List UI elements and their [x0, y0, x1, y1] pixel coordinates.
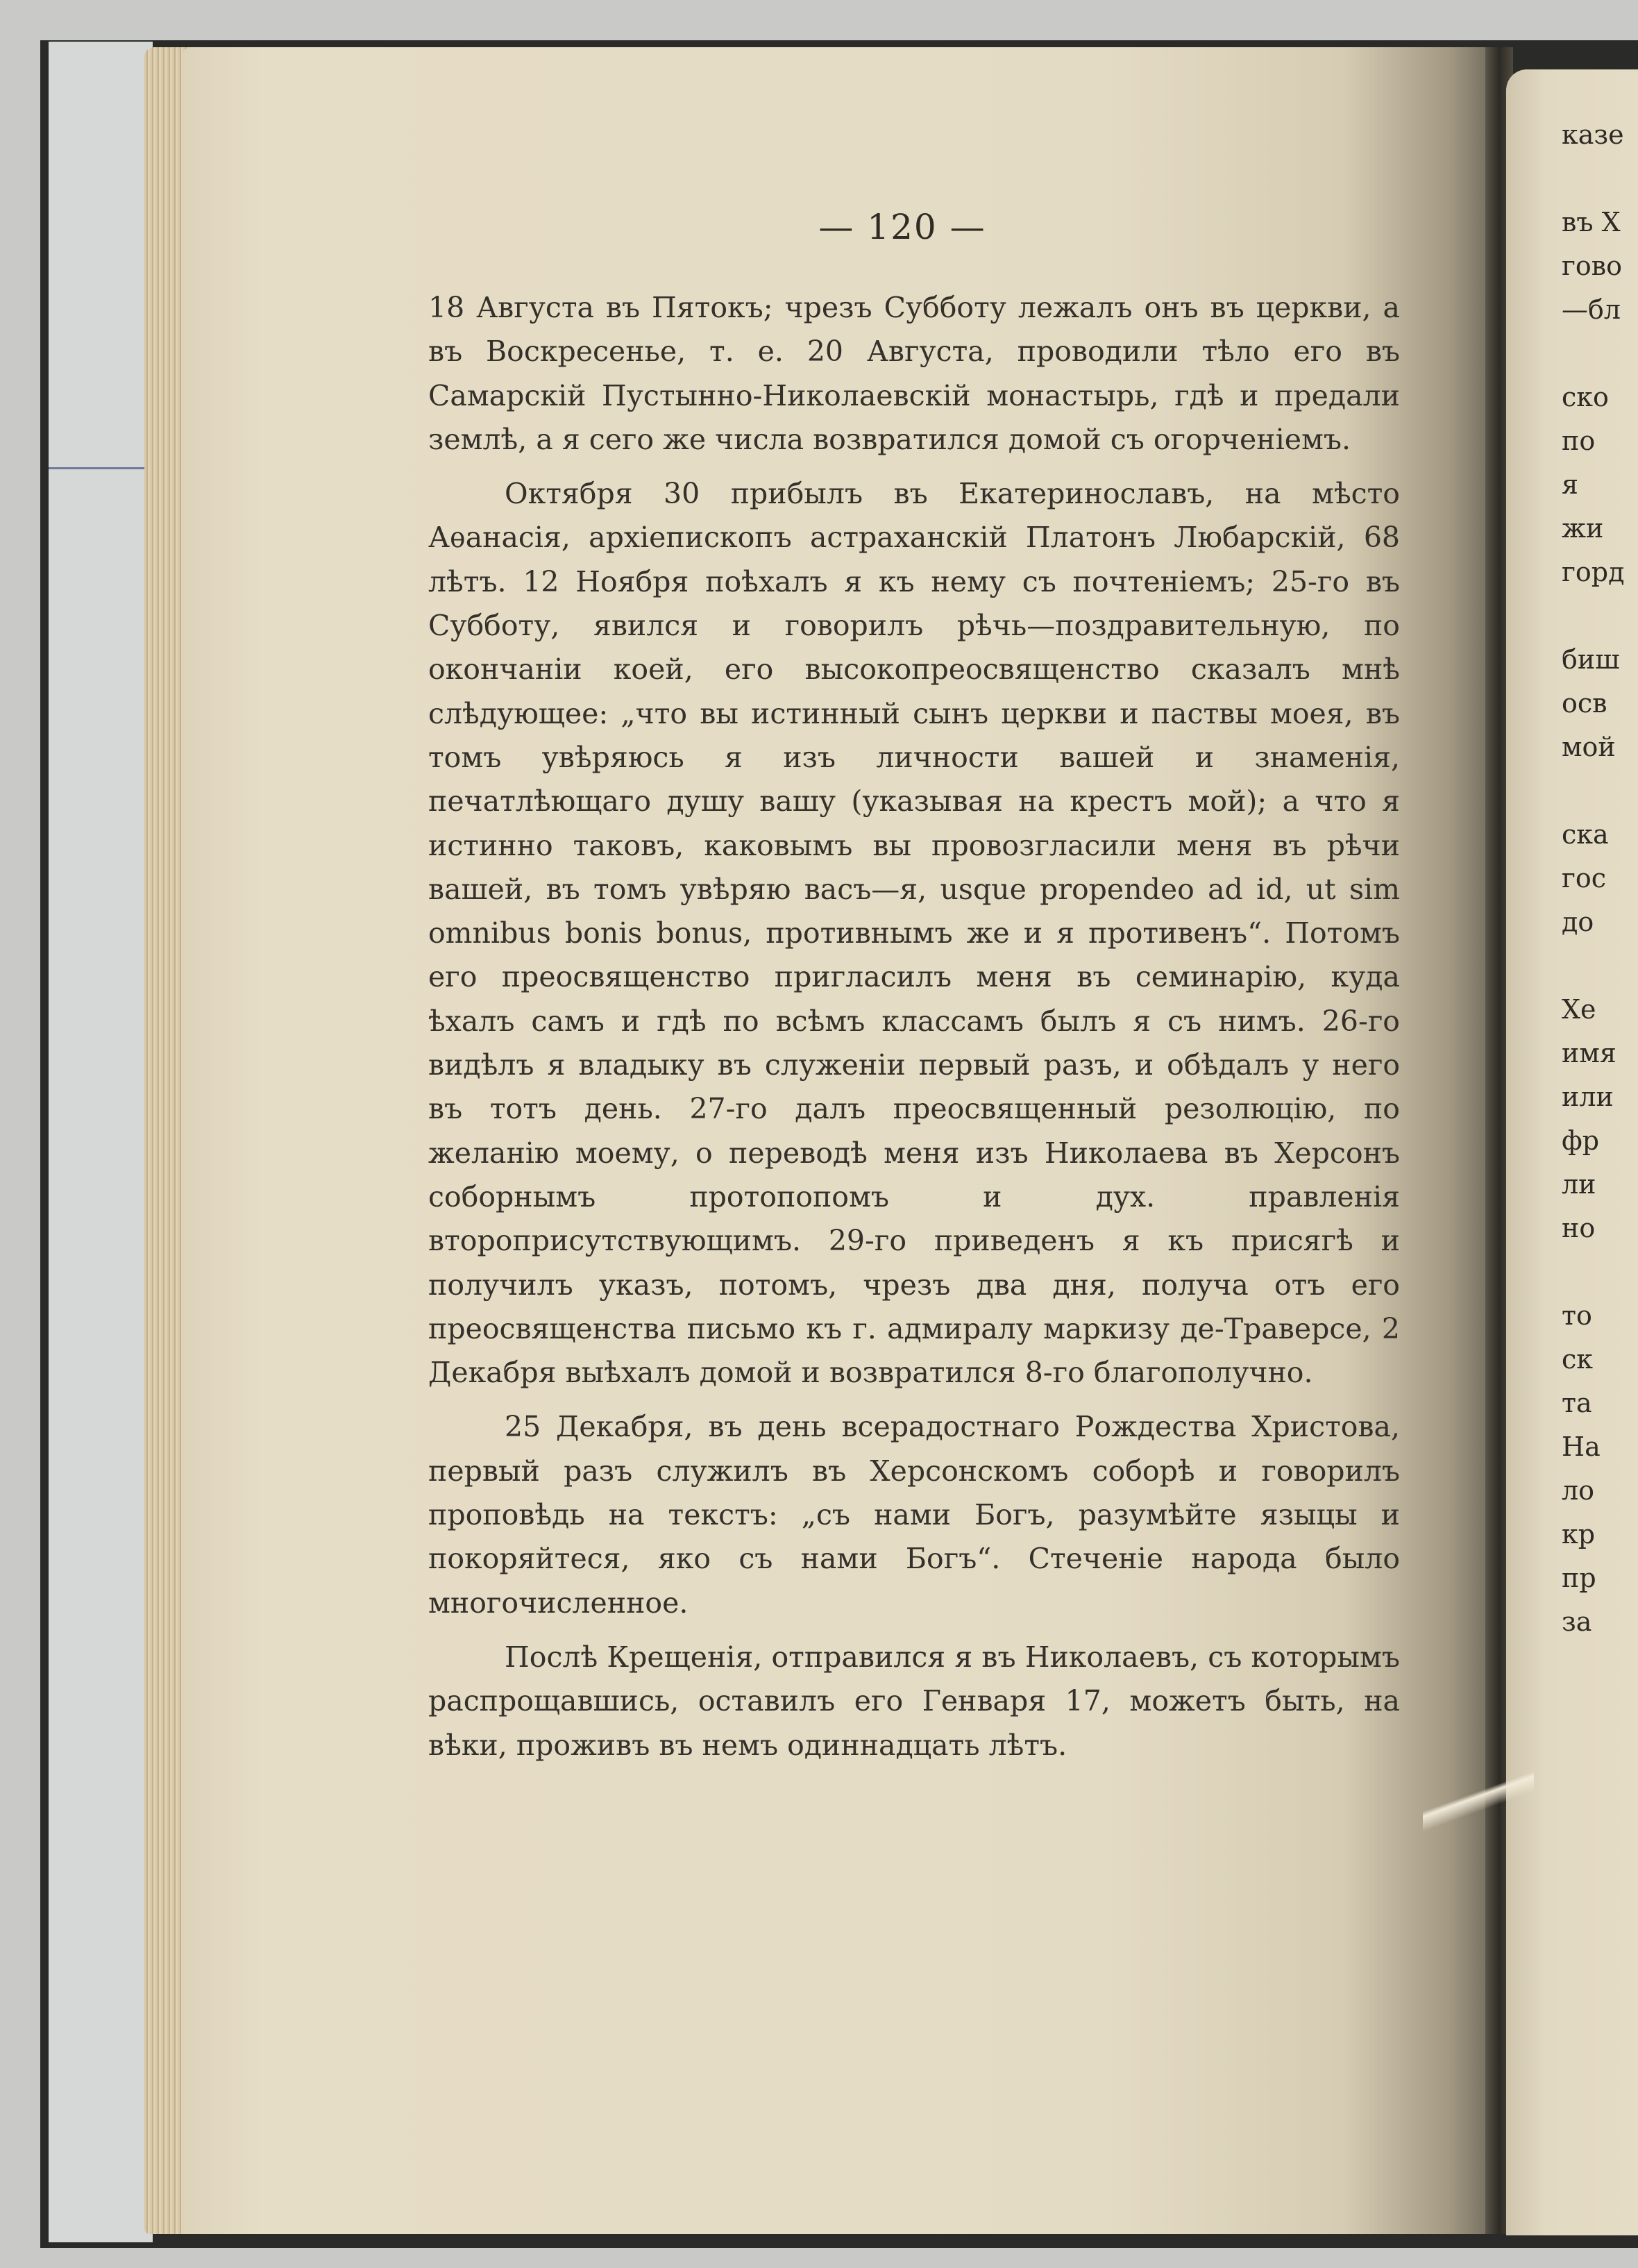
facing-page: [1506, 69, 1638, 2235]
left-backing: [49, 42, 153, 2242]
page-body: [428, 286, 1400, 1767]
paragraph-2: Октября 30 прибылъ въ Екатеринославъ, на мѣсто Аѳанасія, архіепископъ астраханскій Платонъ Любарскій, 68 лѣтъ. 12 Ноября поѣхалъ я къ нему съ почтеніемъ; 25-го въ Субботу, явился и говорилъ рѣчь—поздравительную, по окончаніи коей, его высокопреосвященство сказалъ мнѣ слѣдующее: „что вы истинный сынъ церкви и паствы моея, въ томъ увѣряюсь я изъ личности вашей и знаменія, печатлѣющаго душу вашу (указывая на крестъ мой); а что я истинно таковъ, каковымъ вы провозгласили меня въ рѣчи вашей, въ томъ увѣряю васъ—я, usque propendeo ad id, ut sim omnibus bonis bonus, противнымъ же и я противенъ“. Потомъ его преосвященство пригласилъ меня въ семинарію, куда ѣхалъ самъ и гдѣ по всѣмъ классамъ былъ я съ нимъ. 26-го видѣлъ я владыку въ служеніи первый разъ, и обѣдалъ у него въ тотъ день. 27-го далъ преосвященный резолюцію, по желанію моему, о переводѣ меня изъ Николаева въ Херсонъ соборнымъ протопопомъ и дух. правленія вторoприсутствующимъ. 29-го приведенъ я къ присягѣ и получилъ указъ, потомъ, чрезъ два дня, получа отъ его преосвященства письмо къ г. адмиралу маркизу де-Траверсе, 2 Декабря выѣхалъ домой и возвратился 8-го благополучно.: [428, 477, 1400, 1390]
paragraph-1: 18 Августа въ Пятокъ; чрезъ Субботу лежалъ онъ въ церкви, а въ Воскресенье, т. е. 20 Августа, проводили тѣло его въ Самарскій Пустынно-Николаевскій монастырь, гдѣ и предали землѣ, а я сего же числа возвратился домой съ огорченіемъ.: [428, 291, 1400, 456]
paragraph-4: Послѣ Крещенія, отправился я въ Николаевъ, съ которымъ распрощавшись, оставилъ его Генваря 17, можетъ быть, на вѣки, проживъ въ немъ одиннадцать лѣтъ.: [428, 1640, 1400, 1762]
margin-mark: [49, 467, 146, 469]
facing-page-text: казе въ Х гово —бл ско по я жи горд биш осв мой ска гос до Хе имя или фр ли но то ск та На ло кр пр за: [1562, 119, 1625, 1637]
page-tear: [1423, 1770, 1534, 1833]
paragraph-3: 25 Декабря, въ день всерадостнаго Рождества Христова, первый разъ служилъ въ Херсонскомъ соборѣ и говорилъ проповѣдь на текстъ: „съ нами Богъ, разумѣйте языцы и покоряйтеся, яко съ нами Богъ“. Стеченіе народа было многочисленное.: [428, 1410, 1400, 1620]
page-number: — 120 —: [818, 207, 986, 247]
